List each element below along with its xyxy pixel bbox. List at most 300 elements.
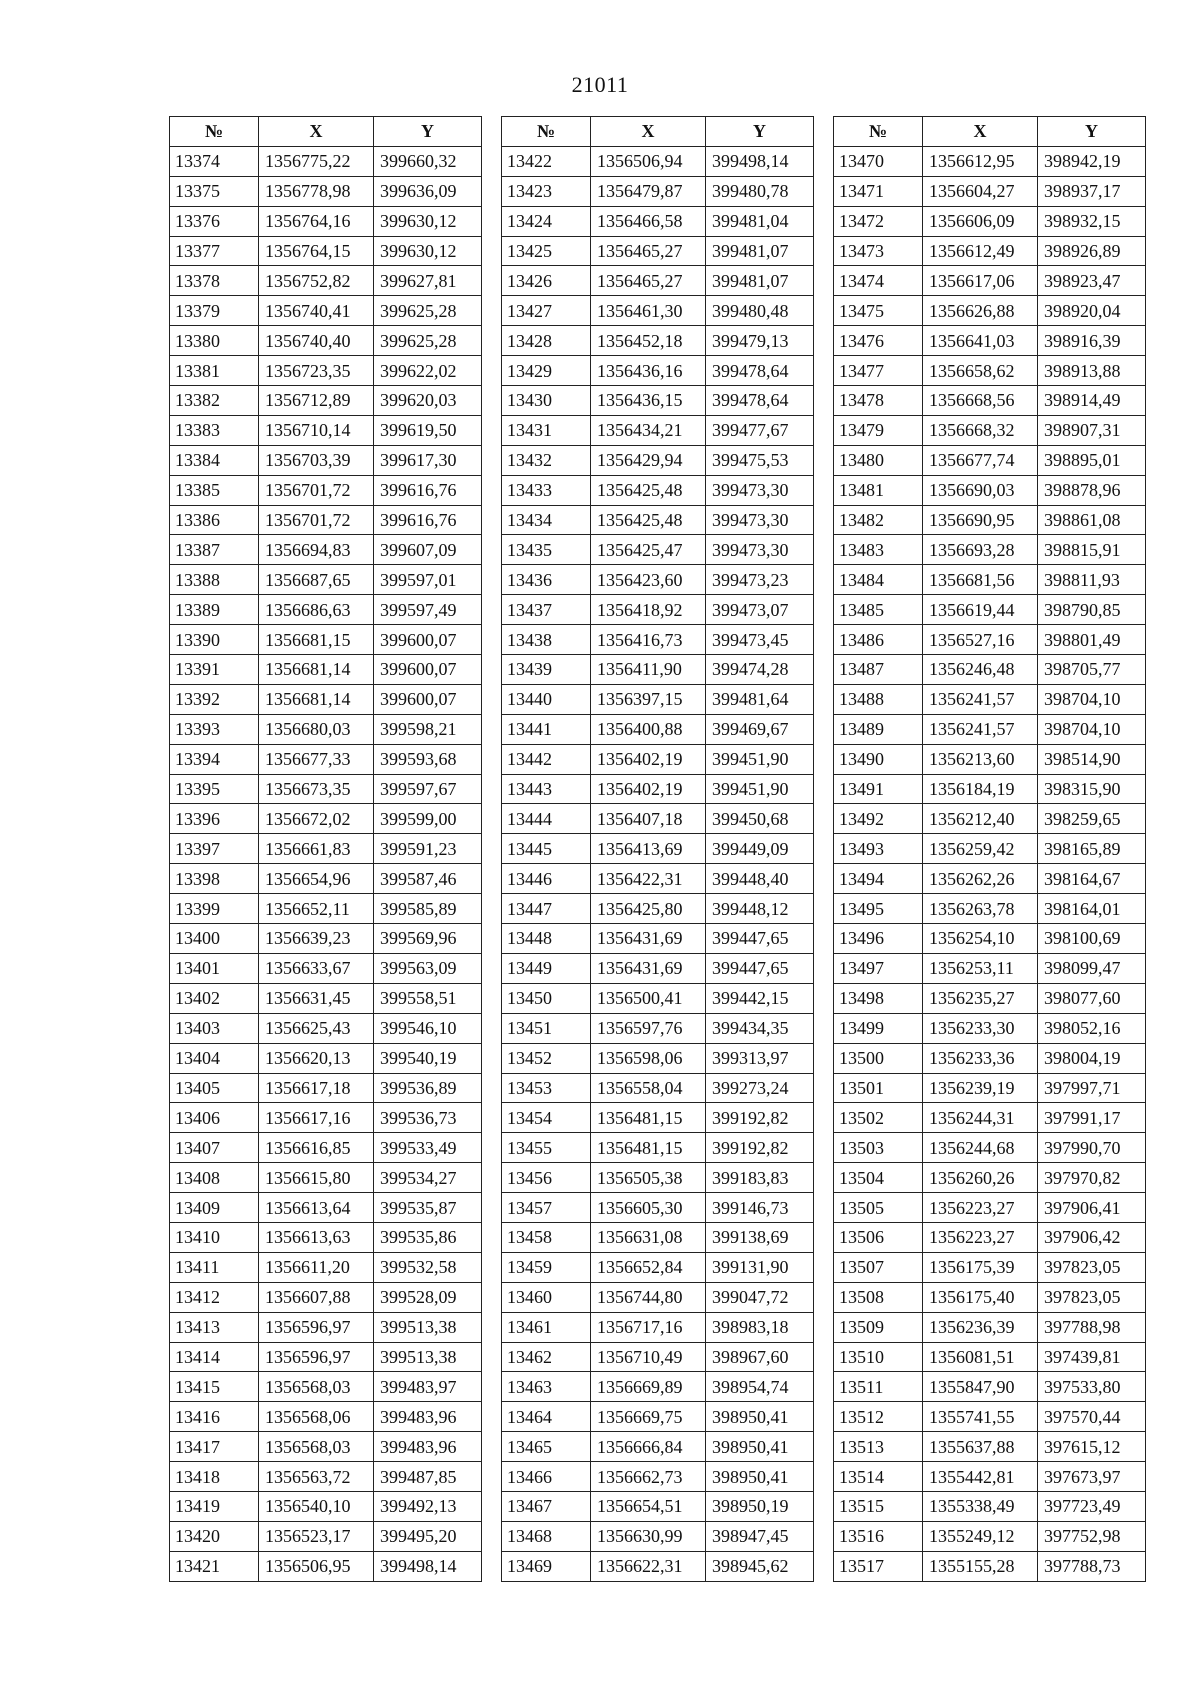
- point-number-cell: 13418: [170, 1462, 259, 1492]
- y-coordinate-cell: 398315,90: [1038, 774, 1146, 804]
- x-coordinate-cell: 1356213,60: [923, 744, 1038, 774]
- table-row: [834, 475, 1146, 505]
- point-number-cell: 13409: [170, 1193, 259, 1223]
- x-coordinate-cell: 1355442,81: [923, 1462, 1038, 1492]
- table-row: [834, 1551, 1146, 1581]
- table-row: [170, 1133, 482, 1163]
- y-coordinate-cell: 397997,71: [1038, 1073, 1146, 1103]
- y-coordinate-cell: 399616,76: [374, 475, 482, 505]
- x-coordinate-cell: 1356241,57: [923, 684, 1038, 714]
- table-row: [502, 176, 814, 206]
- y-coordinate-cell: 399533,49: [374, 1133, 482, 1163]
- y-coordinate-cell: 399448,40: [706, 864, 814, 894]
- y-coordinate-cell: 399273,24: [706, 1073, 814, 1103]
- point-number-cell: 13459: [502, 1252, 591, 1282]
- y-coordinate-cell: 397906,41: [1038, 1193, 1146, 1223]
- point-number-cell: 13382: [170, 386, 259, 416]
- y-coordinate-cell: 399434,35: [706, 1013, 814, 1043]
- x-coordinate-cell: 1356686,63: [259, 595, 374, 625]
- table-row: [502, 864, 814, 894]
- x-coordinate-cell: 1356626,88: [923, 296, 1038, 326]
- y-coordinate-cell: 399451,90: [706, 744, 814, 774]
- table-row: [502, 1372, 814, 1402]
- x-coordinate-cell: 1356633,67: [259, 953, 374, 983]
- y-coordinate-cell: 399473,07: [706, 595, 814, 625]
- table-row: [170, 1163, 482, 1193]
- x-coordinate-cell: 1355637,88: [923, 1432, 1038, 1462]
- y-coordinate-cell: 399535,86: [374, 1222, 482, 1252]
- table-header-row: [834, 117, 1146, 147]
- y-coordinate-cell: 399600,07: [374, 625, 482, 655]
- x-coordinate-cell: 1356081,51: [923, 1342, 1038, 1372]
- x-coordinate-cell: 1356431,69: [591, 924, 706, 954]
- x-coordinate-cell: 1356505,38: [591, 1163, 706, 1193]
- table-row: [170, 1252, 482, 1282]
- y-coordinate-cell: 398895,01: [1038, 445, 1146, 475]
- point-number-cell: 13475: [834, 296, 923, 326]
- y-coordinate-cell: 399607,09: [374, 535, 482, 565]
- point-number-cell: 13457: [502, 1193, 591, 1223]
- x-coordinate-cell: 1356690,03: [923, 475, 1038, 505]
- point-number-cell: 13439: [502, 655, 591, 685]
- x-coordinate-cell: 1356687,65: [259, 565, 374, 595]
- table-row: [834, 924, 1146, 954]
- table-header-row: [170, 117, 482, 147]
- y-coordinate-cell: 399477,67: [706, 415, 814, 445]
- table-row: [834, 296, 1146, 326]
- table-row: [502, 146, 814, 176]
- y-coordinate-cell: 399532,58: [374, 1252, 482, 1282]
- y-coordinate-cell: 399593,68: [374, 744, 482, 774]
- table-row: [170, 625, 482, 655]
- x-coordinate-cell: 1356625,43: [259, 1013, 374, 1043]
- table-row: [502, 1551, 814, 1581]
- x-coordinate-cell: 1356630,99: [591, 1521, 706, 1551]
- y-coordinate-cell: 398914,49: [1038, 386, 1146, 416]
- point-number-cell: 13458: [502, 1222, 591, 1252]
- table-row: [170, 445, 482, 475]
- point-number-cell: 13480: [834, 445, 923, 475]
- table-row: [834, 1372, 1146, 1402]
- y-coordinate-cell: 398790,85: [1038, 595, 1146, 625]
- y-coordinate-cell: 398983,18: [706, 1312, 814, 1342]
- point-number-cell: 13438: [502, 625, 591, 655]
- y-coordinate-cell: 399473,30: [706, 505, 814, 535]
- y-coordinate-cell: 399546,10: [374, 1013, 482, 1043]
- table-row: [834, 535, 1146, 565]
- table-row: [502, 804, 814, 834]
- point-number-cell: 13410: [170, 1222, 259, 1252]
- y-coordinate-cell: 399558,51: [374, 983, 482, 1013]
- y-coordinate-cell: 399313,97: [706, 1043, 814, 1073]
- table-row: [170, 146, 482, 176]
- y-coordinate-cell: 399535,87: [374, 1193, 482, 1223]
- x-coordinate-cell: 1356681,14: [259, 684, 374, 714]
- x-coordinate-cell: 1356402,19: [591, 744, 706, 774]
- table-row: [834, 1491, 1146, 1521]
- y-coordinate-cell: 399585,89: [374, 894, 482, 924]
- point-number-cell: 13460: [502, 1282, 591, 1312]
- y-coordinate-cell: 398945,62: [706, 1551, 814, 1581]
- y-coordinate-cell: 399587,46: [374, 864, 482, 894]
- point-number-cell: 13478: [834, 386, 923, 416]
- y-coordinate-cell: 399481,04: [706, 206, 814, 236]
- x-coordinate-cell: 1356669,89: [591, 1372, 706, 1402]
- point-number-cell: 13488: [834, 684, 923, 714]
- x-coordinate-cell: 1356615,80: [259, 1163, 374, 1193]
- table-row: [834, 894, 1146, 924]
- point-number-cell: 13468: [502, 1521, 591, 1551]
- point-number-cell: 13387: [170, 535, 259, 565]
- table-row: [170, 1432, 482, 1462]
- y-coordinate-cell: 397990,70: [1038, 1133, 1146, 1163]
- y-coordinate-cell: 399480,78: [706, 176, 814, 206]
- y-coordinate-cell: 399597,67: [374, 774, 482, 804]
- y-coordinate-cell: 398950,41: [706, 1402, 814, 1432]
- x-coordinate-cell: 1355338,49: [923, 1491, 1038, 1521]
- table-row: [502, 1342, 814, 1372]
- y-coordinate-cell: 398923,47: [1038, 266, 1146, 296]
- x-coordinate-cell: 1356425,48: [591, 475, 706, 505]
- x-coordinate-cell: 1356677,74: [923, 445, 1038, 475]
- y-coordinate-cell: 399138,69: [706, 1222, 814, 1252]
- table-row: [502, 1282, 814, 1312]
- table-row: [170, 1342, 482, 1372]
- table-row: [834, 565, 1146, 595]
- table-row: [170, 326, 482, 356]
- y-coordinate-cell: 397788,73: [1038, 1551, 1146, 1581]
- table-row: [502, 386, 814, 416]
- y-coordinate-cell: 399534,27: [374, 1163, 482, 1193]
- point-number-cell: 13466: [502, 1462, 591, 1492]
- point-number-cell: 13377: [170, 236, 259, 266]
- table-row: [170, 1043, 482, 1073]
- y-coordinate-cell: 398920,04: [1038, 296, 1146, 326]
- column-header-x: X: [923, 117, 1038, 147]
- x-coordinate-cell: 1356668,32: [923, 415, 1038, 445]
- x-coordinate-cell: 1356246,48: [923, 655, 1038, 685]
- table-row: [834, 326, 1146, 356]
- y-coordinate-cell: 398705,77: [1038, 655, 1146, 685]
- y-coordinate-cell: 398815,91: [1038, 535, 1146, 565]
- point-number-cell: 13482: [834, 505, 923, 535]
- table-row: [502, 505, 814, 535]
- column-header-number: №: [834, 117, 923, 147]
- x-coordinate-cell: 1356244,31: [923, 1103, 1038, 1133]
- x-coordinate-cell: 1356672,02: [259, 804, 374, 834]
- x-coordinate-cell: 1356425,48: [591, 505, 706, 535]
- y-coordinate-cell: 399481,07: [706, 236, 814, 266]
- table-row: [170, 834, 482, 864]
- table-row: [834, 445, 1146, 475]
- table-row: [834, 1193, 1146, 1223]
- point-number-cell: 13516: [834, 1521, 923, 1551]
- y-coordinate-cell: 399473,30: [706, 535, 814, 565]
- x-coordinate-cell: 1356641,03: [923, 326, 1038, 356]
- point-number-cell: 13483: [834, 535, 923, 565]
- y-coordinate-cell: 398937,17: [1038, 176, 1146, 206]
- point-number-cell: 13485: [834, 595, 923, 625]
- point-number-cell: 13419: [170, 1491, 259, 1521]
- table-row: [502, 655, 814, 685]
- x-coordinate-cell: 1356604,27: [923, 176, 1038, 206]
- y-coordinate-cell: 399146,73: [706, 1193, 814, 1223]
- table-row: [502, 894, 814, 924]
- table-row: [834, 1163, 1146, 1193]
- x-coordinate-cell: 1356423,60: [591, 565, 706, 595]
- y-coordinate-cell: 399183,83: [706, 1163, 814, 1193]
- y-coordinate-cell: 399131,90: [706, 1252, 814, 1282]
- point-number-cell: 13467: [502, 1491, 591, 1521]
- point-number-cell: 13407: [170, 1133, 259, 1163]
- y-coordinate-cell: 399536,73: [374, 1103, 482, 1133]
- x-coordinate-cell: 1356239,19: [923, 1073, 1038, 1103]
- table-row: [170, 595, 482, 625]
- table-row: [170, 1312, 482, 1342]
- table-row: [502, 445, 814, 475]
- table-row: [834, 1222, 1146, 1252]
- point-number-cell: 13470: [834, 146, 923, 176]
- x-coordinate-cell: 1356523,17: [259, 1521, 374, 1551]
- y-coordinate-cell: 399479,13: [706, 326, 814, 356]
- y-coordinate-cell: 399600,07: [374, 655, 482, 685]
- x-coordinate-cell: 1356710,49: [591, 1342, 706, 1372]
- point-number-cell: 13496: [834, 924, 923, 954]
- table-row: [502, 1222, 814, 1252]
- x-coordinate-cell: 1356680,03: [259, 714, 374, 744]
- y-coordinate-cell: 399192,82: [706, 1103, 814, 1133]
- x-coordinate-cell: 1355249,12: [923, 1521, 1038, 1551]
- x-coordinate-cell: 1356723,35: [259, 356, 374, 386]
- x-coordinate-cell: 1356436,15: [591, 386, 706, 416]
- table-body: [170, 146, 482, 1581]
- x-coordinate-cell: 1356681,56: [923, 565, 1038, 595]
- x-coordinate-cell: 1356701,72: [259, 475, 374, 505]
- y-coordinate-cell: 398259,65: [1038, 804, 1146, 834]
- table-row: [502, 1252, 814, 1282]
- table-row: [170, 236, 482, 266]
- column-header-y: Y: [1038, 117, 1146, 147]
- point-number-cell: 13511: [834, 1372, 923, 1402]
- table-row: [834, 1402, 1146, 1432]
- coordinates-table-1: [169, 116, 482, 1582]
- y-coordinate-cell: 398861,08: [1038, 505, 1146, 535]
- point-number-cell: 13450: [502, 983, 591, 1013]
- column-header-y: Y: [706, 117, 814, 147]
- point-number-cell: 13413: [170, 1312, 259, 1342]
- x-coordinate-cell: 1356752,82: [259, 266, 374, 296]
- table-row: [502, 236, 814, 266]
- table-row: [834, 625, 1146, 655]
- point-number-cell: 13415: [170, 1372, 259, 1402]
- x-coordinate-cell: 1356411,90: [591, 655, 706, 685]
- table-row: [502, 744, 814, 774]
- x-coordinate-cell: 1356681,15: [259, 625, 374, 655]
- y-coordinate-cell: 399625,28: [374, 296, 482, 326]
- y-coordinate-cell: 399513,38: [374, 1312, 482, 1342]
- table-row: [502, 1073, 814, 1103]
- table-row: [834, 266, 1146, 296]
- y-coordinate-cell: 399597,01: [374, 565, 482, 595]
- y-coordinate-cell: 399449,09: [706, 834, 814, 864]
- x-coordinate-cell: 1356778,98: [259, 176, 374, 206]
- y-coordinate-cell: 399478,64: [706, 356, 814, 386]
- y-coordinate-cell: 397723,49: [1038, 1491, 1146, 1521]
- table-row: [502, 1402, 814, 1432]
- point-number-cell: 13489: [834, 714, 923, 744]
- y-coordinate-cell: 397752,98: [1038, 1521, 1146, 1551]
- column-header-y: Y: [374, 117, 482, 147]
- point-number-cell: 13401: [170, 953, 259, 983]
- y-coordinate-cell: 397906,42: [1038, 1222, 1146, 1252]
- y-coordinate-cell: 399498,14: [374, 1551, 482, 1581]
- point-number-cell: 13397: [170, 834, 259, 864]
- y-coordinate-cell: 399600,07: [374, 684, 482, 714]
- x-coordinate-cell: 1356263,78: [923, 894, 1038, 924]
- x-coordinate-cell: 1356652,11: [259, 894, 374, 924]
- table-row: [502, 1432, 814, 1462]
- x-coordinate-cell: 1356233,36: [923, 1043, 1038, 1073]
- y-coordinate-cell: 397570,44: [1038, 1402, 1146, 1432]
- x-coordinate-cell: 1356241,57: [923, 714, 1038, 744]
- x-coordinate-cell: 1356622,31: [591, 1551, 706, 1581]
- point-number-cell: 13389: [170, 595, 259, 625]
- table-row: [834, 864, 1146, 894]
- x-coordinate-cell: 1356223,27: [923, 1222, 1038, 1252]
- y-coordinate-cell: 399622,02: [374, 356, 482, 386]
- point-number-cell: 13469: [502, 1551, 591, 1581]
- point-number-cell: 13384: [170, 445, 259, 475]
- y-coordinate-cell: 398165,89: [1038, 834, 1146, 864]
- x-coordinate-cell: 1356764,16: [259, 206, 374, 236]
- x-coordinate-cell: 1356673,35: [259, 774, 374, 804]
- point-number-cell: 13464: [502, 1402, 591, 1432]
- point-number-cell: 13448: [502, 924, 591, 954]
- point-number-cell: 13446: [502, 864, 591, 894]
- point-number-cell: 13473: [834, 236, 923, 266]
- x-coordinate-cell: 1356639,23: [259, 924, 374, 954]
- x-coordinate-cell: 1356652,84: [591, 1252, 706, 1282]
- point-number-cell: 13417: [170, 1432, 259, 1462]
- table-row: [170, 1402, 482, 1432]
- point-number-cell: 13507: [834, 1252, 923, 1282]
- y-coordinate-cell: 399483,96: [374, 1402, 482, 1432]
- x-coordinate-cell: 1356617,18: [259, 1073, 374, 1103]
- x-coordinate-cell: 1356402,19: [591, 774, 706, 804]
- x-coordinate-cell: 1356452,18: [591, 326, 706, 356]
- point-number-cell: 13453: [502, 1073, 591, 1103]
- point-number-cell: 13381: [170, 356, 259, 386]
- point-number-cell: 13455: [502, 1133, 591, 1163]
- y-coordinate-cell: 399478,64: [706, 386, 814, 416]
- table-row: [170, 505, 482, 535]
- x-coordinate-cell: 1356236,39: [923, 1312, 1038, 1342]
- point-number-cell: 13394: [170, 744, 259, 774]
- table-row: [170, 266, 482, 296]
- x-coordinate-cell: 1356436,16: [591, 356, 706, 386]
- table-row: [170, 864, 482, 894]
- point-number-cell: 13479: [834, 415, 923, 445]
- table-row: [834, 1252, 1146, 1282]
- y-coordinate-cell: 398954,74: [706, 1372, 814, 1402]
- x-coordinate-cell: 1356175,39: [923, 1252, 1038, 1282]
- point-number-cell: 13462: [502, 1342, 591, 1372]
- table-row: [170, 953, 482, 983]
- point-number-cell: 13501: [834, 1073, 923, 1103]
- point-number-cell: 13396: [170, 804, 259, 834]
- x-coordinate-cell: 1356712,89: [259, 386, 374, 416]
- point-number-cell: 13416: [170, 1402, 259, 1432]
- point-number-cell: 13493: [834, 834, 923, 864]
- table-row: [502, 415, 814, 445]
- point-number-cell: 13422: [502, 146, 591, 176]
- point-number-cell: 13449: [502, 953, 591, 983]
- table-row: [834, 1103, 1146, 1133]
- table-header-row: [502, 117, 814, 147]
- point-number-cell: 13505: [834, 1193, 923, 1223]
- y-coordinate-cell: 397970,82: [1038, 1163, 1146, 1193]
- y-coordinate-cell: 399625,28: [374, 326, 482, 356]
- point-number-cell: 13403: [170, 1013, 259, 1043]
- table-row: [170, 1521, 482, 1551]
- table-row: [834, 1043, 1146, 1073]
- table-row: [834, 1432, 1146, 1462]
- point-number-cell: 13456: [502, 1163, 591, 1193]
- x-coordinate-cell: 1356223,27: [923, 1193, 1038, 1223]
- table-row: [834, 595, 1146, 625]
- y-coordinate-cell: 397533,80: [1038, 1372, 1146, 1402]
- table-row: [170, 296, 482, 326]
- table-row: [170, 1372, 482, 1402]
- y-coordinate-cell: 399660,32: [374, 146, 482, 176]
- point-number-cell: 13436: [502, 565, 591, 595]
- table-row: [834, 1073, 1146, 1103]
- table-row: [502, 206, 814, 236]
- table-row: [170, 1282, 482, 1312]
- table-row: [834, 146, 1146, 176]
- table-row: [170, 386, 482, 416]
- table-row: [502, 625, 814, 655]
- table-row: [834, 714, 1146, 744]
- y-coordinate-cell: 398514,90: [1038, 744, 1146, 774]
- y-coordinate-cell: 399617,30: [374, 445, 482, 475]
- point-number-cell: 13506: [834, 1222, 923, 1252]
- y-coordinate-cell: 398004,19: [1038, 1043, 1146, 1073]
- x-coordinate-cell: 1356212,40: [923, 804, 1038, 834]
- y-coordinate-cell: 399047,72: [706, 1282, 814, 1312]
- y-coordinate-cell: 398811,93: [1038, 565, 1146, 595]
- table-row: [502, 595, 814, 625]
- x-coordinate-cell: 1356568,03: [259, 1372, 374, 1402]
- table-row: [170, 894, 482, 924]
- y-coordinate-cell: 399473,23: [706, 565, 814, 595]
- x-coordinate-cell: 1356429,94: [591, 445, 706, 475]
- y-coordinate-cell: 399473,45: [706, 625, 814, 655]
- x-coordinate-cell: 1355155,28: [923, 1551, 1038, 1581]
- x-coordinate-cell: 1356606,09: [923, 206, 1038, 236]
- y-coordinate-cell: 399569,96: [374, 924, 482, 954]
- y-coordinate-cell: 399630,12: [374, 236, 482, 266]
- x-coordinate-cell: 1356413,69: [591, 834, 706, 864]
- point-number-cell: 13510: [834, 1342, 923, 1372]
- table-row: [502, 1103, 814, 1133]
- y-coordinate-cell: 397788,98: [1038, 1312, 1146, 1342]
- point-number-cell: 13443: [502, 774, 591, 804]
- table-row: [170, 1013, 482, 1043]
- point-number-cell: 13375: [170, 176, 259, 206]
- x-coordinate-cell: 1356710,14: [259, 415, 374, 445]
- y-coordinate-cell: 399483,97: [374, 1372, 482, 1402]
